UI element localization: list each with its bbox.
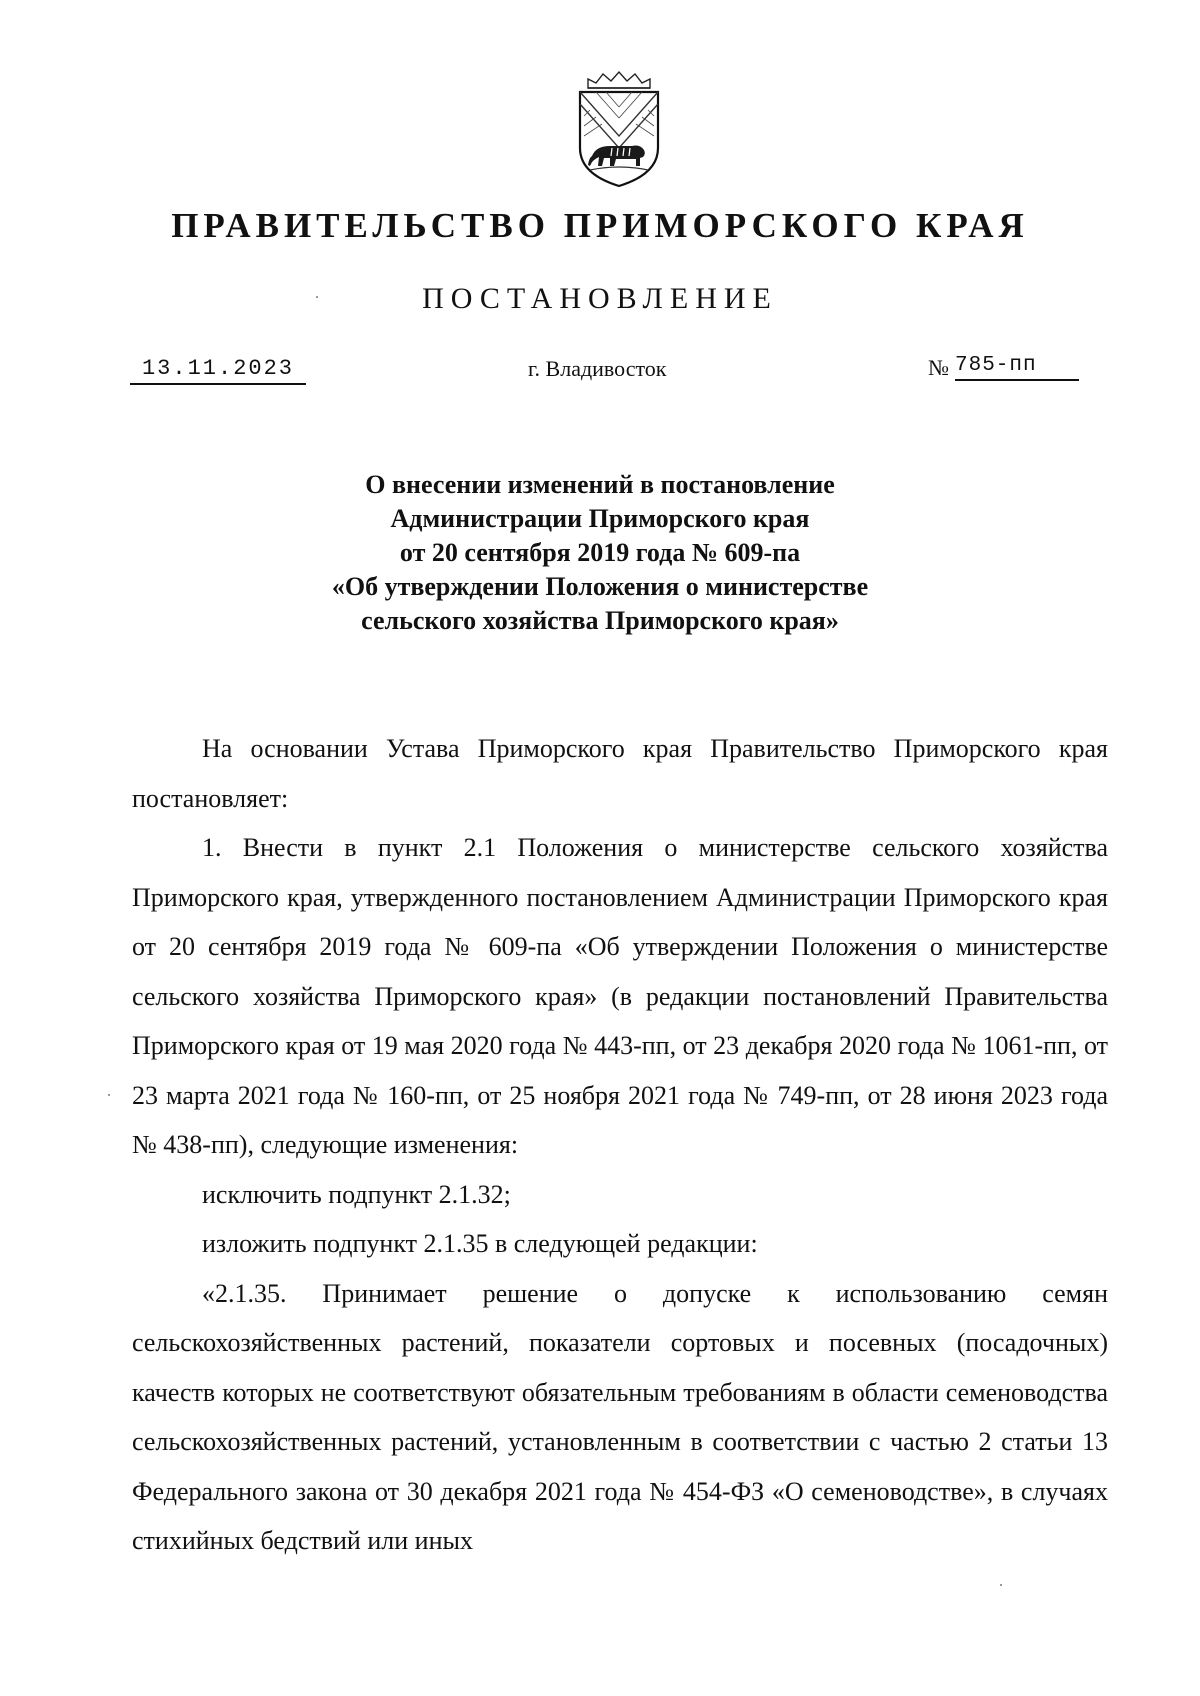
body-paragraph: изложить подпункт 2.1.35 в следующей редакции:: [202, 1229, 758, 1258]
organization-title: ПРАВИТЕЛЬСТВО ПРИМОРСКОГО КРАЯ: [171, 206, 1029, 245]
heading-line: О внесении изменений в постановление: [365, 470, 835, 499]
document-type: ПОСТАНОВЛЕНИЕ: [422, 282, 778, 315]
scan-speck: [108, 1094, 110, 1096]
scan-speck: [1000, 1584, 1002, 1586]
scan-speck: [316, 296, 318, 298]
number-sign: №: [928, 355, 949, 380]
document-date: 13.11.2023: [130, 356, 306, 385]
body-paragraph: «2.1.35. Принимает решение о допуске к использованию семян сельскохозяйственных растений, показатели сортовых и посевных (посадочных) качеств которых не соответствуют обязательным требованиям в области семеноводства сельскохозяйственных растений, установленным в соответствии с частью 2 статьи 13 Федерального закона от 30 декабря 2021 года № 454-ФЗ «О семеноводстве», в случаях стихийных бедствий или иных: [132, 1278, 1108, 1555]
heading-line: «Об утверждении Положения о министерстве: [331, 572, 869, 601]
document-body: [132, 724, 1108, 1566]
heading-line: от 20 сентября 2019 года № 609-па: [399, 538, 801, 567]
body-paragraph: На основании Устава Приморского края Правительство Приморского края постановляет:: [132, 734, 1108, 813]
document-number-block: [928, 354, 1079, 381]
document-number: 785-пп: [955, 354, 1079, 381]
heading-line: сельского хозяйства Приморского края»: [361, 606, 839, 635]
heading-line: Администрации Приморского края: [390, 504, 810, 533]
document-city: г. Владивосток: [528, 356, 667, 381]
document-heading: [0, 468, 1200, 638]
body-paragraph: 1. Внести в пункт 2.1 Положения о министерстве сельского хозяйства Приморского края, утвержденного постановлением Администрации Приморского края от 20 сентября 2019 года № 609-па «Об утверждении Положения о министерстве сельского хозяйства Приморского края» (в редакции постановлений Правительства Приморского края от 19 мая 2020 года № 443-пп, от 23 декабря 2020 года № 1061-пп, от 23 марта 2021 года № 160-пп, от 25 ноября 2021 года № 749-пп, от 28 июня 2023 года № 438-пп), следующие изменения:: [132, 833, 1108, 1159]
body-paragraph: исключить подпункт 2.1.32;: [202, 1179, 511, 1209]
coat-of-arms-emblem: [566, 70, 672, 190]
